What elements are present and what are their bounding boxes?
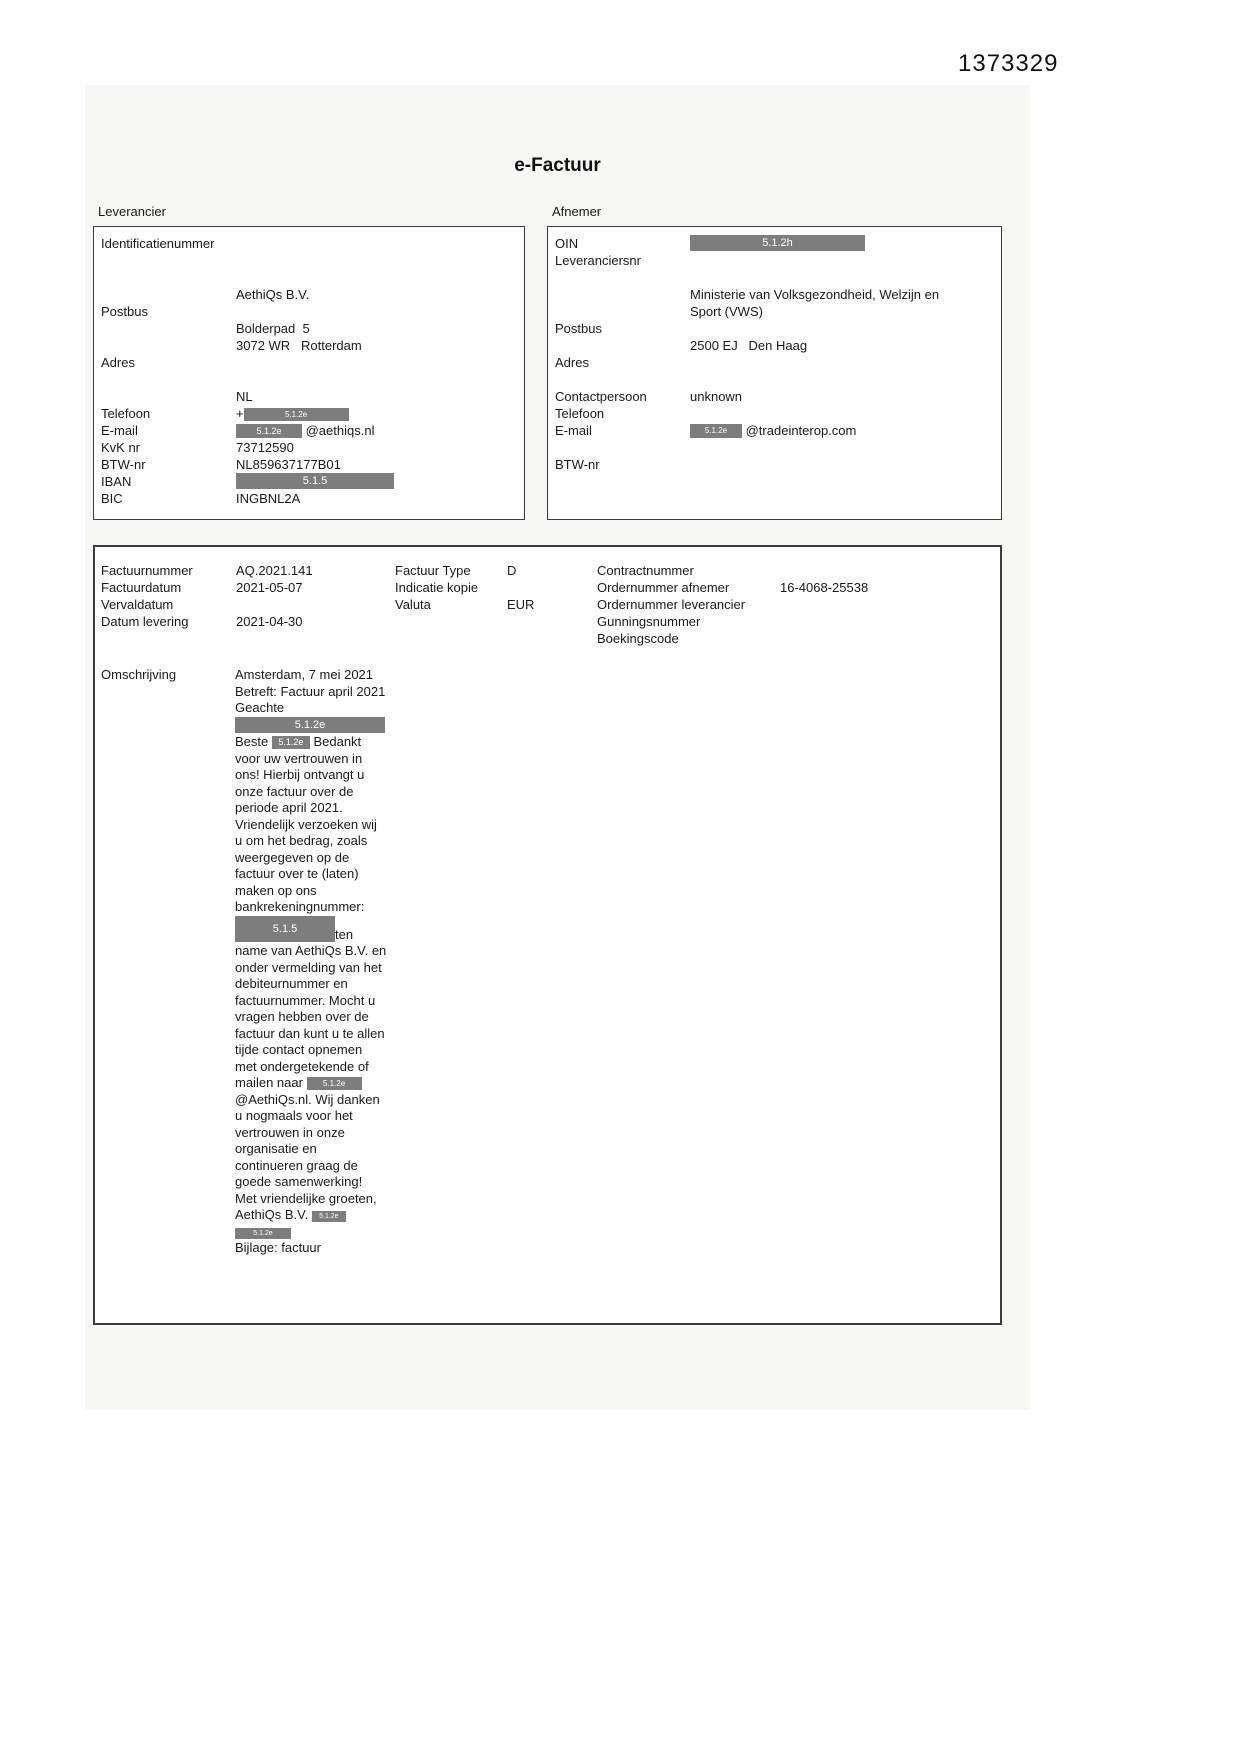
- field-row: [101, 456, 517, 473]
- customer-section-label: Afnemer: [552, 204, 602, 219]
- field-row: [101, 473, 517, 490]
- spacer-row: [555, 269, 994, 286]
- spacer-row: [555, 439, 994, 456]
- field-label: Ordernummer leverancier: [597, 597, 746, 612]
- field-label: [101, 320, 236, 337]
- field-label: Postbus: [101, 304, 148, 319]
- supplier-section-label: Leverancier: [98, 204, 166, 219]
- field-row: [101, 303, 517, 320]
- redaction-box: 5.1.2e: [272, 736, 310, 749]
- field-label: [555, 286, 690, 320]
- field-row: [597, 579, 868, 596]
- redaction-box: 5.1.2e: [236, 424, 302, 438]
- redaction-box: 5.1.5: [236, 473, 394, 489]
- field-row: [555, 388, 994, 405]
- customer-box: [547, 226, 1002, 520]
- field-row: [395, 596, 534, 613]
- field-row: [101, 320, 517, 337]
- field-label: IBAN: [101, 474, 132, 489]
- field-value: 16-4068-25538: [780, 580, 869, 595]
- field-label: Boekingscode: [597, 631, 679, 646]
- field-label: Factuurdatum: [101, 580, 182, 595]
- field-row: [555, 456, 994, 473]
- field-row: [597, 630, 868, 647]
- field-label: Contractnummer: [597, 563, 694, 578]
- field-label: Postbus: [555, 321, 602, 336]
- field-row: [101, 286, 517, 303]
- field-label: Gunningsnummer: [597, 614, 701, 629]
- field-value: [780, 613, 868, 630]
- field-value: NL: [236, 389, 253, 404]
- field-row: [101, 596, 313, 613]
- field-value: 3072 WR Rotterdam: [236, 338, 362, 353]
- field-row: [101, 562, 313, 579]
- field-value: 5.1.2e @tradeinterop.com: [690, 422, 994, 439]
- invoice-details-box: [93, 545, 1002, 1325]
- field-row: [555, 354, 994, 371]
- field-value: [780, 562, 868, 579]
- field-value: [690, 405, 994, 422]
- field-label: Telefoon: [555, 406, 605, 421]
- field-value: [690, 354, 994, 371]
- field-value: AQ.2021.141: [236, 563, 313, 578]
- field-row: [101, 388, 517, 405]
- field-row: [101, 439, 517, 456]
- field-value: [236, 596, 313, 613]
- redaction-box: 5.1.2e: [235, 717, 385, 733]
- field-value: 73712590: [236, 440, 294, 455]
- field-label: E-mail: [555, 423, 592, 438]
- invoice-meta-right-column: [597, 562, 868, 647]
- field-value: 2021-05-07: [236, 580, 303, 595]
- field-row: [597, 613, 868, 630]
- field-value: [236, 235, 517, 252]
- field-value: [236, 354, 517, 371]
- field-label: Contactpersoon: [555, 389, 647, 404]
- field-value: NL859637177B01: [236, 457, 341, 472]
- field-label: E-mail: [101, 423, 138, 438]
- field-row: [555, 235, 994, 252]
- field-value: EUR: [507, 597, 535, 612]
- field-row: [101, 405, 517, 422]
- invoice-meta-left-column: [101, 562, 313, 630]
- field-value: Bolderpad 5: [236, 321, 310, 336]
- field-value: [236, 303, 517, 320]
- field-label: [555, 337, 690, 354]
- field-label: OIN: [555, 236, 579, 251]
- redaction-box: 5.1.2e: [690, 424, 742, 438]
- field-value: [236, 473, 517, 490]
- field-row: [101, 579, 313, 596]
- field-value: [690, 456, 994, 473]
- field-value: Ministerie van Volksgezondheid, Welzijn en Sport (VWS): [690, 287, 940, 319]
- field-value: unknown: [690, 389, 743, 404]
- field-label: Valuta: [395, 597, 431, 612]
- field-row: [555, 405, 994, 422]
- field-row: [395, 579, 534, 596]
- redaction-box: 5.1.5: [235, 916, 335, 942]
- field-row: [101, 613, 313, 630]
- redaction-box: 5.1.2h: [690, 235, 865, 251]
- spacer-row: [101, 371, 517, 388]
- field-label: Factuurnummer: [101, 563, 193, 578]
- field-value: [690, 235, 994, 252]
- field-row: [555, 252, 994, 269]
- field-row: [101, 354, 517, 371]
- field-label: Factuur Type: [395, 563, 471, 578]
- field-label: Vervaldatum: [101, 597, 174, 612]
- field-label: Telefoon: [101, 406, 151, 421]
- field-label: KvK nr: [101, 440, 141, 455]
- field-value: [507, 579, 534, 596]
- field-label: Ordernummer afnemer: [597, 580, 730, 595]
- field-value: [690, 252, 994, 269]
- redaction-box: 5.1.2e: [307, 1077, 362, 1090]
- field-row: [101, 337, 517, 354]
- field-label: Datum levering: [101, 614, 189, 629]
- redaction-box: 5.1.2e: [312, 1211, 346, 1222]
- field-row: [101, 235, 517, 252]
- field-row: [555, 337, 994, 354]
- field-row: [101, 422, 517, 439]
- field-label: BIC: [101, 491, 123, 506]
- field-label: [101, 388, 236, 405]
- field-label: Leveranciersnr: [555, 253, 641, 268]
- field-value: [780, 630, 868, 647]
- description-label: Omschrijving: [101, 667, 177, 682]
- field-value: INGBNL2A: [236, 491, 301, 506]
- supplier-box: [93, 226, 525, 520]
- field-label: BTW-nr: [555, 457, 600, 472]
- field-row: [597, 562, 868, 579]
- field-row: [555, 320, 994, 337]
- spacer-row: [555, 371, 994, 388]
- field-label: BTW-nr: [101, 457, 146, 472]
- field-row: [555, 422, 994, 439]
- field-label: Identificatienummer: [101, 236, 215, 251]
- spacer-row: [101, 269, 517, 286]
- field-label: Indicatie kopie: [395, 580, 479, 595]
- redaction-box: 5.1.2e: [244, 408, 349, 421]
- field-label: [101, 337, 236, 354]
- field-value: 2500 EJ Den Haag: [690, 338, 808, 353]
- field-label: Adres: [555, 355, 589, 370]
- document-number: 1373329: [958, 50, 1059, 77]
- description-text: Amsterdam, 7 mei 2021 Betreft: Factuur april 2021 Geachte 5.1.2eBeste 5.1.2e Bedankt voor uw vertrouwen in ons! Hierbij ontvangt u onze factuur over de periode april 2021. Vriendelijk verzoeken wij u om het bedrag, zoals weergegeven op de factuur over te (laten) maken op ons bankrekeningnummer: 5.1.5 ten name van AethiQs B.V. en onder vermelding van het debiteurnummer en factuurnummer. Mocht u vragen hebben over de factuur dan kunt u te allen tijde contact opnemen met ondergetekende of mailen naar 5.1.2e @AethiQs.nl. Wij danken u nogmaals voor het vertrouwen in onze organisatie en continueren graag de goede samenwerking! Met vriendelijke groeten, AethiQs B.V. 5.1.2e 5.1.2e Bijlage: factuur: [235, 667, 390, 1255]
- field-value: 5.1.2e @aethiqs.nl: [236, 422, 517, 439]
- page-title: e-Factuur: [514, 155, 601, 176]
- field-value: + 5.1.2e: [236, 405, 517, 422]
- field-label: Adres: [101, 355, 135, 370]
- field-row: [555, 286, 994, 320]
- field-row: [597, 596, 868, 613]
- field-value: 2021-04-30: [236, 614, 303, 629]
- redaction-box: 5.1.2e: [235, 1228, 291, 1239]
- field-value: AethiQs B.V.: [236, 287, 310, 302]
- field-value: [690, 320, 994, 337]
- invoice-meta-middle-column: [395, 562, 534, 613]
- field-row: [101, 490, 517, 507]
- field-value: [780, 596, 868, 613]
- field-label: [101, 286, 236, 303]
- field-row: [395, 562, 534, 579]
- field-value: D: [507, 563, 517, 578]
- spacer-row: [101, 252, 517, 269]
